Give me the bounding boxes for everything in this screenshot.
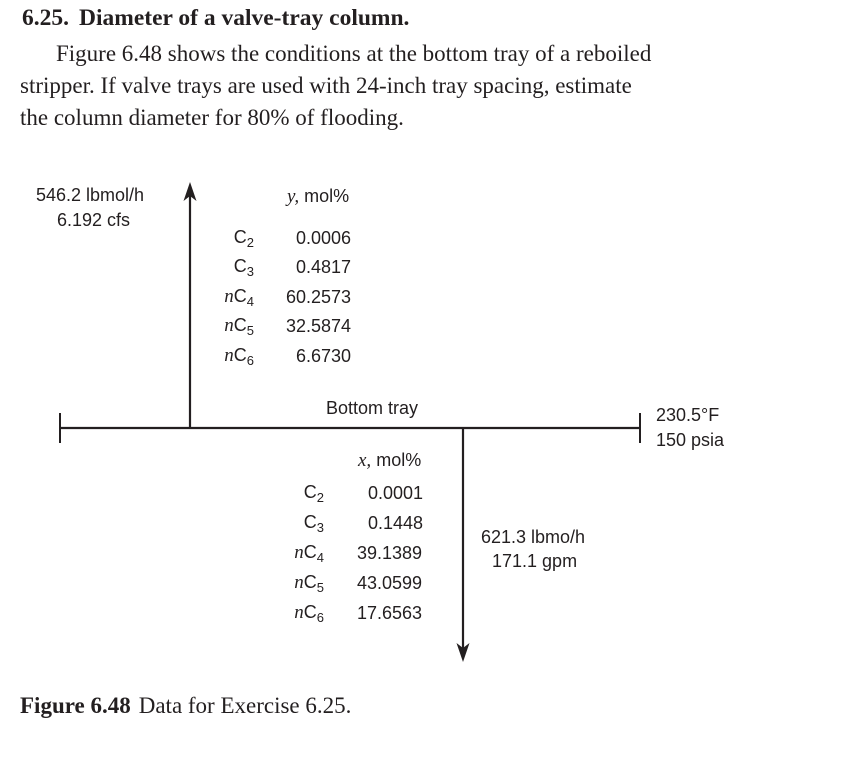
liquid-flow-volumetric: 171.1 gpm	[492, 551, 578, 571]
vapor-value: 0.0006	[296, 228, 352, 248]
liquid-value: 0.1448	[368, 513, 424, 533]
figure-caption-text: Data for Exercise 6.25.	[138, 693, 352, 718]
vapor-value: 0.4817	[296, 257, 352, 277]
figure-caption-label: Figure 6.48	[20, 693, 131, 718]
liquid-component: $nC_4$	[294, 542, 324, 565]
vapor-value: 32.5874	[286, 316, 352, 336]
liquid-value: 39.1389	[357, 543, 423, 563]
vapor-value: 6.6730	[296, 346, 352, 366]
tray-temperature: 230.5°F	[656, 405, 720, 425]
vapor-component: $nC_4$	[224, 286, 254, 309]
figure-caption	[20, 693, 351, 719]
tray-pressure: 150 psia	[656, 430, 725, 450]
liquid-component: $nC_5$	[294, 572, 324, 595]
vapor-flow-volumetric: 6.192 cfs	[57, 210, 131, 230]
statement-line: stripper. If valve trays are used with 24-inch tray spacing, estimate	[20, 73, 632, 98]
liquid-component: $nC_6$	[294, 602, 324, 625]
liquid-flow-molar: 621.3 lbmo/h	[481, 527, 586, 547]
vapor-component: $C_3$	[233, 256, 254, 279]
vapor-header-variable: y,	[287, 186, 300, 207]
vapor-value: 60.2573	[286, 287, 352, 307]
liquid-component: $C_3$	[303, 512, 324, 535]
vapor-composition-header	[287, 186, 349, 207]
vapor-header-unit: mol%	[304, 186, 350, 206]
vapor-component: $C_2$	[233, 227, 254, 250]
liquid-header-unit: mol%	[376, 450, 422, 470]
vapor-flow-molar: 546.2 lbmol/h	[36, 185, 145, 205]
tray-label: Bottom tray	[326, 398, 419, 418]
exercise-number: 6.25.	[22, 5, 69, 31]
vapor-component: $nC_6$	[224, 345, 254, 368]
vapor-component: $nC_5$	[224, 315, 254, 338]
exercise-title: Diameter of a valve-tray column.	[79, 5, 410, 31]
liquid-value: 43.0599	[357, 573, 423, 593]
statement-line: Figure 6.48 shows the conditions at the bottom tray of a reboiled	[56, 41, 652, 66]
liquid-value: 17.6563	[357, 603, 423, 623]
liquid-composition-header	[358, 450, 421, 471]
liquid-component: $C_2$	[303, 482, 324, 505]
liquid-value: 0.0001	[368, 483, 424, 503]
liquid-header-variable: x,	[358, 450, 372, 471]
statement-line: the column diameter for 80% of flooding.	[20, 105, 404, 130]
